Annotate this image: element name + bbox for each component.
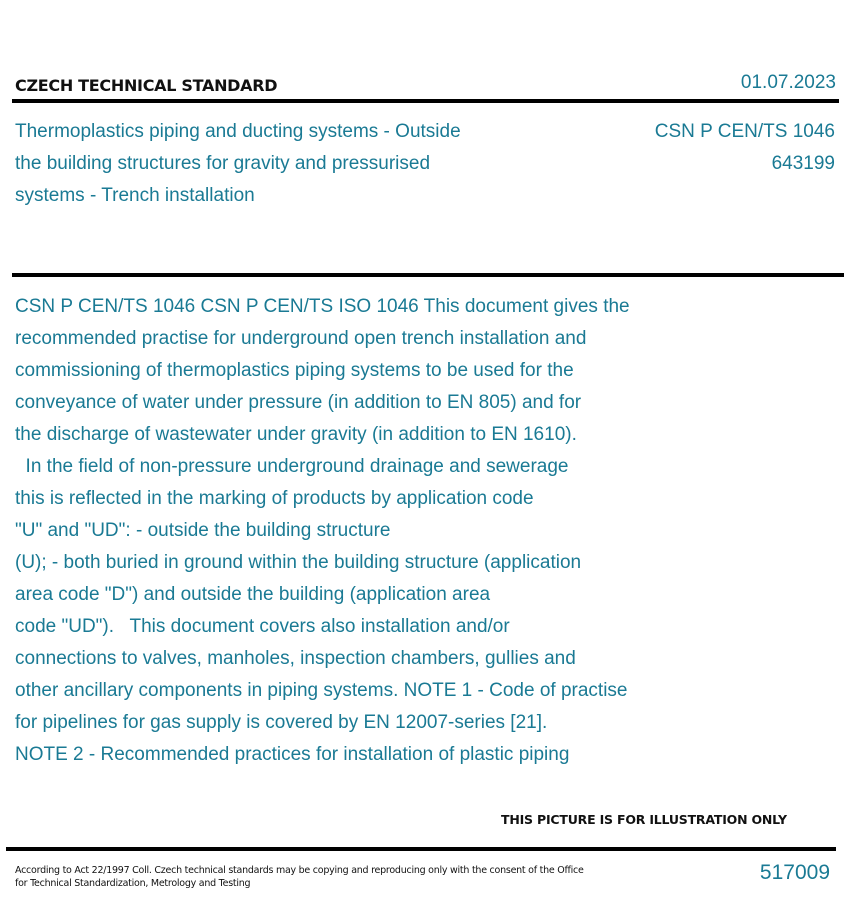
abstract-line: the discharge of wastewater under gravity (in addition to EN 1610). [15,424,577,445]
publication-date: 01.07.2023 [740,72,836,93]
abstract-line: conveyance of water under pressure (in addition to EN 805) and for [15,392,582,413]
title-divider [12,273,844,277]
document-title-line: systems - Trench installation [15,185,255,206]
footer-code: 517009 [759,861,830,884]
catalog-number: 643199 [771,153,835,174]
abstract-line: connections to valves, manholes, inspection chambers, gullies and [15,648,576,669]
standard-id: CSN P CEN/TS 1046 [654,121,835,142]
document-title-line: the building structures for gravity and pressurised [15,153,431,174]
legal-notice-line: According to Act 22/1997 Coll. Czech technical standards may be copying and reproducing only with the consent of the Office [15,865,584,876]
abstract-line: In the field of non-pressure underground drainage and sewerage [15,456,569,477]
abstract-line: (U); - both buried in ground within the building structure (application [15,552,582,573]
legal-notice-line: for Technical Standardization, Metrology and Testing [15,878,251,889]
abstract-line: CSN P CEN/TS 1046 CSN P CEN/TS ISO 1046 This document gives the [15,296,630,317]
abstract-line: NOTE 2 - Recommended practices for installation of plastic piping [15,744,570,765]
abstract-line: commissioning of thermoplastics piping systems to be used for the [15,360,574,381]
abstract-line: for pipelines for gas supply is covered by EN 12007-series [21]. [15,712,548,733]
abstract-line: recommended practise for underground open trench installation and [15,328,587,349]
abstract-line: area code "D") and outside the building (application area [15,584,491,605]
abstract-line: this is reflected in the marking of products by application code [15,488,534,509]
document-title [15,116,535,212]
abstract-line: code "UD"). This document covers also installation and/or [15,616,510,637]
header-divider [12,99,839,103]
illustration-disclaimer: THIS PICTURE IS FOR ILLUSTRATION ONLY [501,812,787,827]
legal-notice [15,864,615,890]
abstract-line: "U" and "UD": - outside the building structure [15,520,391,541]
standard-header-title: CZECH TECHNICAL STANDARD [15,76,278,95]
document-identifiers [655,116,835,180]
abstract-text [15,291,745,771]
abstract-line: other ancillary components in piping systems. NOTE 1 - Code of practise [15,680,628,701]
document-title-line: Thermoplastics piping and ducting systems - Outside [15,121,461,142]
footer-divider [6,847,836,851]
